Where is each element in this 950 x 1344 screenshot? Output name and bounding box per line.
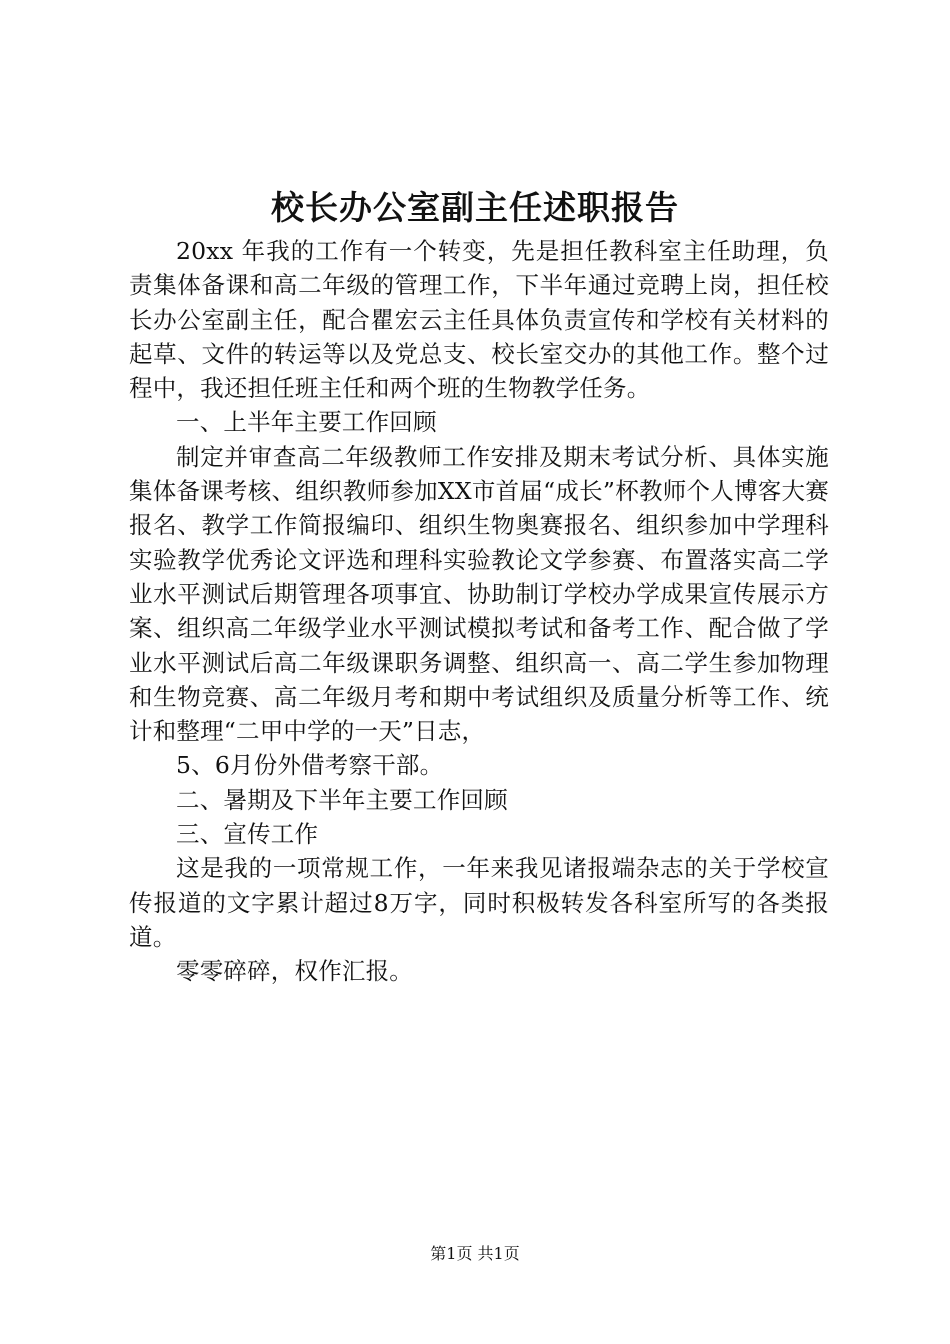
paragraph-closing: 零零碎碎，权作汇报。	[176, 957, 413, 986]
paragraph-section-1: 制定并审查高二年级教师工作安排及期末考试分析、具体实施集体备课考核、组织教师参加XX市首届“成长”杯教师个人博客大赛报名、教学工作简报编印、组织生物奥赛报名、组织参加中学理科实验教学优秀论文评选和理科实验教论文学参赛、布置落实高二学业水平测试后期管理各项事宜、协助制订学校办学成果宣传展示方案、组织高二年级学业水平测试模拟考试和备考工作、配合做了学业水平测试后高二年级课职务调整、组织高一、高二学生参加物理和生物竞赛、高二年级月考和期中考试组织及质量分析等工作、统计和整理“二甲中学的一天”日志，	[129, 442, 829, 746]
paragraph-publicity: 这是我的一项常规工作，一年来我见诸报端杂志的关于学校宣传报道的文字累计超过8万字，同时积极转发各科室所写的各类报道。	[129, 854, 829, 951]
paragraph-intro: 20xx 年我的工作有一个转变，先是担任教科室主任助理，负责集体备课和高二年级的管理工作，下半年通过竞聘上岗，担任校长办公室副主任，配合瞿宏云主任具体负责宣传和学校有关材料的起草、文件的转运等以及党总支、校长室交办的其他工作。整个过程中，我还担任班主任和两个班的生物教学任务。	[129, 237, 829, 403]
page-footer: 第1页 共1页	[430, 1244, 520, 1263]
heading-section-1: 一、上半年主要工作回顾	[176, 408, 437, 437]
heading-section-3: 三、宣传工作	[176, 820, 319, 849]
document-body	[129, 234, 829, 989]
document-title: 校长办公室副主任述职报告	[271, 188, 679, 227]
heading-section-2: 二、暑期及下半年主要工作回顾	[176, 785, 508, 814]
paragraph-may-june: 5、6月份外借考察干部。	[176, 751, 444, 780]
